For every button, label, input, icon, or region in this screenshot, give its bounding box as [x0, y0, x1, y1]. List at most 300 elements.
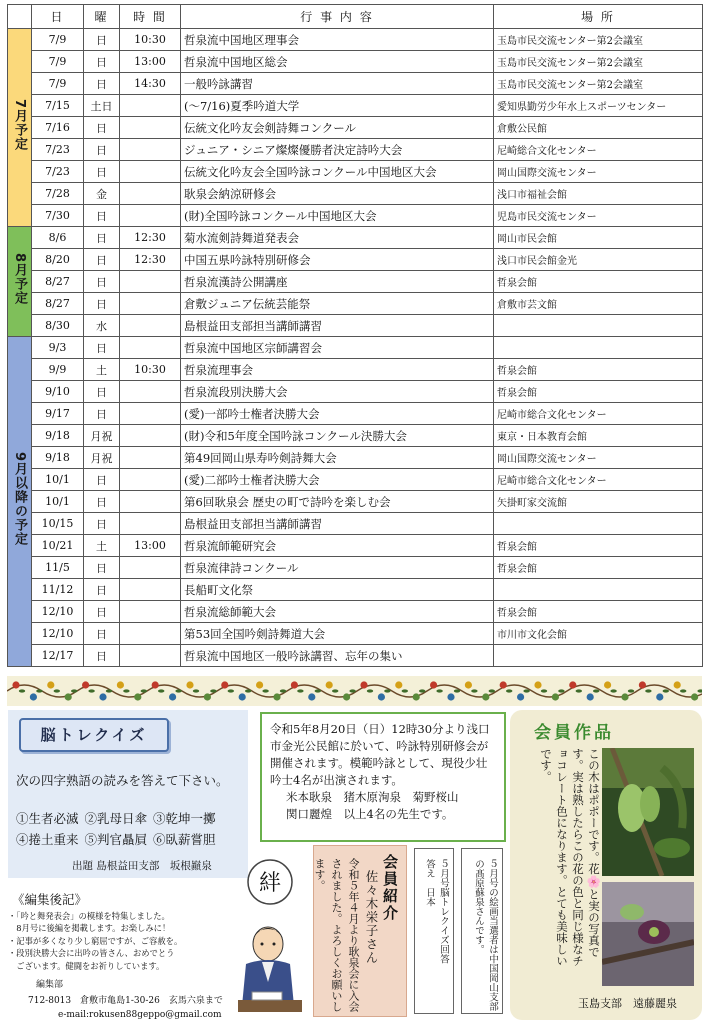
ornament-flower — [604, 681, 611, 688]
date-cell: 7/9 — [32, 73, 84, 95]
place-cell: 市川市文化会館 — [494, 623, 703, 645]
ornament-flower — [186, 681, 193, 688]
weekday-cell: 日 — [84, 51, 120, 73]
weekday-cell: 日 — [84, 29, 120, 51]
ornament-leaf — [576, 689, 582, 692]
month-label-cell — [8, 337, 32, 667]
ornament-flower — [378, 693, 385, 700]
ornament-leaf — [506, 689, 512, 692]
schedule-row — [8, 469, 703, 491]
ornament-flower — [152, 681, 159, 688]
ornament-flower — [65, 693, 72, 700]
quiz-items — [16, 808, 248, 850]
schedule-row — [8, 491, 703, 513]
time-cell — [120, 491, 181, 513]
event-cell: 哲泉流中国地区総会 — [181, 51, 494, 73]
event-cell: 一般吟詠講習 — [181, 73, 494, 95]
time-cell — [120, 271, 181, 293]
ornament-leaf — [436, 689, 442, 692]
weekday-cell: 日 — [84, 491, 120, 513]
ornament-flower — [552, 693, 559, 700]
weekday-cell: 土 — [84, 359, 120, 381]
date-cell: 7/15 — [32, 95, 84, 117]
schedule-row — [8, 139, 703, 161]
notice-names-1: 米本耿泉 猪木原洵泉 菊野桜山 — [286, 790, 459, 804]
intro-name: 佐々木栄子さん — [364, 870, 379, 965]
place-cell — [494, 645, 703, 667]
event-cell: (財)全国吟詠コンクール中国地区大会 — [181, 205, 494, 227]
date-header: 日 — [32, 5, 84, 29]
ornament-flower — [482, 693, 489, 700]
ornament-flower — [621, 693, 628, 700]
place-cell: 尼崎市総合文化センター — [494, 403, 703, 425]
ornament-leaf — [558, 689, 564, 692]
schedule-row — [8, 425, 703, 447]
place-cell — [494, 513, 703, 535]
schedule-table — [7, 4, 703, 667]
ornament-leaf — [175, 689, 181, 692]
weekday-cell: 日 — [84, 161, 120, 183]
place-cell: 哲泉会館 — [494, 557, 703, 579]
weekday-cell: 日 — [84, 513, 120, 535]
date-cell: 8/6 — [32, 227, 84, 249]
ornament-flower — [447, 693, 454, 700]
quiz-item: ①生者必滅 — [16, 811, 79, 826]
month-label: 8月予定 — [12, 253, 27, 306]
weekday-cell: 日 — [84, 293, 120, 315]
editor-address: 712-8013 倉敷市亀島1-30-26 玄馬六泉まで — [28, 996, 223, 1006]
schedule-row — [8, 315, 703, 337]
ornament-leaf — [645, 689, 651, 692]
notice-text: 令和5年8月20日（日）12時30分より浅口市金光公民館に於いて、吟詠特別研修会が開催されます。模範吟詠として、現役少壮吟士4名が出演されます。 — [270, 722, 490, 787]
editor-note-line: ・記事が多くなり少し窮屈ですが、ご容赦を。 — [8, 935, 183, 946]
schedule-row — [8, 557, 703, 579]
quiz-item: ⑤判官贔屓 — [84, 832, 148, 847]
weekday-cell: 日 — [84, 73, 120, 95]
ornament-leaf — [315, 689, 321, 692]
place-cell — [494, 579, 703, 601]
notice-names-2: 関口麗煌 以上4名の先生です。 — [286, 807, 454, 821]
quiz-instruction: 次の四字熟語の読みを答えて下さい。 — [16, 773, 229, 788]
ornament-leaf — [245, 689, 251, 692]
event-cell: 中国五県吟詠特別研修会 — [181, 249, 494, 271]
editor-note-line: ございます。健闘をお祈りしています。 — [8, 960, 165, 971]
ornament-flower — [674, 681, 681, 688]
prize-winner-text: ５月号の絵画当選者は中国岡山支部の髙原蘇泉さんです。 — [473, 859, 498, 1011]
ornament-leaf — [402, 689, 408, 692]
time-cell — [120, 557, 181, 579]
ornament-flower — [587, 693, 594, 700]
event-cell: 島根益田支部担当講師講習 — [181, 513, 494, 535]
weekday-cell: 日 — [84, 623, 120, 645]
weekday-cell: 日 — [84, 337, 120, 359]
quiz-item: ⑥臥薪嘗胆 — [153, 832, 216, 847]
ornament-leaf — [280, 689, 286, 692]
event-cell: ジュニア・シニア燦燦優勝者決定詩吟大会 — [181, 139, 494, 161]
schedule-body — [8, 29, 703, 667]
time-cell — [120, 579, 181, 601]
place-cell: 尼崎市総合文化センター — [494, 469, 703, 491]
schedule-row — [8, 183, 703, 205]
date-cell: 8/20 — [32, 249, 84, 271]
ornament-leaf — [210, 689, 216, 692]
time-cell — [120, 183, 181, 205]
schedule-row — [8, 623, 703, 645]
weekday-cell: 日 — [84, 205, 120, 227]
place-cell: 玉島市民交流センター第2会議室 — [494, 51, 703, 73]
time-cell — [120, 623, 181, 645]
ornament-leaf — [680, 689, 686, 692]
time-cell — [120, 293, 181, 315]
event-cell: 長船町文化祭 — [181, 579, 494, 601]
ornament-flower — [273, 693, 280, 700]
ornament-leaf — [471, 689, 477, 692]
ornament-leaf — [106, 689, 112, 692]
event-cell: 哲泉流漢詩公開講座 — [181, 271, 494, 293]
month-label-cell — [8, 227, 32, 337]
kizuna-kanji: 絆 — [258, 871, 282, 896]
ornament-leaf — [193, 689, 199, 692]
quiz-item: ④捲土重来 — [16, 832, 79, 847]
month-label: 9月以降の予定 — [12, 452, 27, 547]
ornament-leaf — [71, 689, 77, 692]
date-cell: 7/9 — [32, 29, 84, 51]
ornament-flower — [82, 681, 89, 688]
event-cell: 哲泉流中国地区一般吟詠講習、忘年の集い — [181, 645, 494, 667]
place-cell — [494, 315, 703, 337]
schedule-row — [8, 359, 703, 381]
quiz-answer-box — [414, 848, 454, 1014]
ornament-leaf — [54, 689, 60, 692]
time-cell — [120, 337, 181, 359]
event-cell: 第53回全国吟剣詩舞道大会 — [181, 623, 494, 645]
works-text: この木はポポーです。花🌸と実の写真です。実は熟したらこの花の色と同じ様なチョコレート色になります。とても美味しいです。 — [539, 748, 601, 967]
event-cell: (愛)二部吟士権者決勝大会 — [181, 469, 494, 491]
editor-note-line: ・「吟と舞発表会」の模様を特集しました。 — [8, 911, 170, 921]
ornament-leaf — [349, 689, 355, 692]
schedule-row — [8, 447, 703, 469]
ornament-flower — [30, 693, 37, 700]
place-cell: 玉島市民交流センター第2会議室 — [494, 73, 703, 95]
quiz-item: ②乳母日傘 — [84, 811, 148, 826]
seminar-notice — [260, 712, 506, 842]
time-cell — [120, 381, 181, 403]
schedule-row — [8, 293, 703, 315]
date-cell: 7/23 — [32, 161, 84, 183]
date-cell: 7/16 — [32, 117, 84, 139]
date-cell: 11/5 — [32, 557, 84, 579]
weekday-cell: 日 — [84, 403, 120, 425]
ornament-leaf — [593, 689, 599, 692]
schedule-row — [8, 117, 703, 139]
weekday-cell: 金 — [84, 183, 120, 205]
weekday-cell: 日 — [84, 117, 120, 139]
ornament-leaf — [489, 689, 495, 692]
ornament-leaf — [541, 689, 547, 692]
ornament-leaf — [523, 689, 529, 692]
schedule-row — [8, 227, 703, 249]
date-cell: 7/23 — [32, 139, 84, 161]
schedule-row — [8, 29, 703, 51]
time-cell — [120, 645, 181, 667]
date-cell: 9/10 — [32, 381, 84, 403]
ornament-flower — [12, 681, 19, 688]
quiz-source: 出題 島根益田支部 坂根巓泉 — [72, 860, 212, 872]
schedule-row — [8, 601, 703, 623]
date-cell: 7/9 — [32, 51, 84, 73]
event-cell: 哲泉流師範研究会 — [181, 535, 494, 557]
month-label: 7月予定 — [12, 99, 27, 152]
ornament-flower — [360, 681, 367, 688]
member-introduction — [313, 845, 407, 1017]
ornament-flower — [500, 681, 507, 688]
editor-dept: 編集部 — [36, 980, 64, 990]
ornament-leaf — [628, 689, 634, 692]
place-cell: 哲泉会館 — [494, 271, 703, 293]
ornament-leaf — [332, 689, 338, 692]
weekday-cell: 日 — [84, 227, 120, 249]
ornament-leaf — [663, 689, 669, 692]
event-cell: 伝統文化吟友会剣詩舞コンクール — [181, 117, 494, 139]
quiz-title: 脳トレクイズ — [19, 718, 169, 752]
weekday-cell: 日 — [84, 381, 120, 403]
pawpaw-fruit-photo — [602, 748, 694, 876]
ornament-flower — [343, 693, 350, 700]
intro-title: 会員紹介 — [381, 854, 399, 922]
weekday-cell: 日 — [84, 139, 120, 161]
schedule-row — [8, 337, 703, 359]
ornament-leaf — [454, 689, 460, 692]
ornament-flower — [47, 681, 54, 688]
time-cell — [120, 205, 181, 227]
date-cell: 9/18 — [32, 447, 84, 469]
place-cell: 哲泉会館 — [494, 601, 703, 623]
time-cell — [120, 513, 181, 535]
event-header: 行 事 内 容 — [181, 5, 494, 29]
event-cell: 島根益田支部担当講師講習 — [181, 315, 494, 337]
place-cell — [494, 337, 703, 359]
ornament-flower — [134, 693, 141, 700]
weekday-header: 曜 — [84, 5, 120, 29]
editor-note-title: 《編集後記》 — [12, 892, 88, 907]
month-header — [8, 5, 32, 29]
place-cell: 尼崎総合文化センター — [494, 139, 703, 161]
time-cell: 12:30 — [120, 227, 181, 249]
date-cell: 11/12 — [32, 579, 84, 601]
ornament-flower — [99, 693, 106, 700]
time-header: 時 間 — [120, 5, 181, 29]
month-label-cell — [8, 29, 32, 227]
ornament-flower — [639, 681, 646, 688]
works-title: 会員作品 — [534, 723, 614, 743]
place-cell: 哲泉会館 — [494, 359, 703, 381]
event-cell: 第49回岡山県寿吟剣詩舞大会 — [181, 447, 494, 469]
schedule-row — [8, 249, 703, 271]
event-cell: 哲泉流中国地区宗師講習会 — [181, 337, 494, 359]
place-cell: 玉島市民交流センター第2会議室 — [494, 29, 703, 51]
place-cell: 岡山国際交流センター — [494, 161, 703, 183]
ornament-flower — [204, 693, 211, 700]
ornament-flower — [430, 681, 437, 688]
ornament-leaf — [610, 689, 616, 692]
editor-note-lines — [8, 910, 248, 972]
ornament-flower — [395, 681, 402, 688]
time-cell — [120, 139, 181, 161]
schedule-row — [8, 205, 703, 227]
ornament-flower — [691, 693, 698, 700]
ornament-flower — [221, 681, 228, 688]
event-cell: (〜7/16)夏季吟道大学 — [181, 95, 494, 117]
event-cell: 菊水流剣詩舞道発表会 — [181, 227, 494, 249]
time-cell — [120, 315, 181, 337]
prize-winner-box — [461, 848, 503, 1014]
weekday-cell: 日 — [84, 469, 120, 491]
date-cell: 9/3 — [32, 337, 84, 359]
ornament-leaf — [367, 689, 373, 692]
time-cell: 13:00 — [120, 51, 181, 73]
schedule-row — [8, 161, 703, 183]
place-cell: 哲泉会館 — [494, 535, 703, 557]
ornament-leaf — [36, 689, 42, 692]
event-cell: 哲泉流中国地区理事会 — [181, 29, 494, 51]
date-cell: 8/27 — [32, 271, 84, 293]
editor-email[interactable]: e-mail:rokusen88geppo@gmail.com — [58, 1010, 222, 1020]
weekday-cell: 日 — [84, 601, 120, 623]
event-cell: 第6回耿泉会 歴史の町で詩吟を楽しむ会 — [181, 491, 494, 513]
time-cell — [120, 601, 181, 623]
weekday-cell: 日 — [84, 579, 120, 601]
date-cell: 10/1 — [32, 491, 84, 513]
intro-text: 令和５年４月より耿泉会に入会されました。よろしくお願いします。 — [313, 858, 360, 1012]
time-cell: 13:00 — [120, 535, 181, 557]
event-cell: 哲泉流理事会 — [181, 359, 494, 381]
weekday-cell: 水 — [84, 315, 120, 337]
samurai-illustration — [232, 856, 308, 1022]
schedule-row — [8, 271, 703, 293]
schedule-header-row — [8, 5, 703, 29]
ornament-leaf — [262, 689, 268, 692]
time-cell: 14:30 — [120, 73, 181, 95]
weekday-cell: 土 — [84, 535, 120, 557]
place-cell: 倉敷市芸文館 — [494, 293, 703, 315]
event-cell: 哲泉流段別決勝大会 — [181, 381, 494, 403]
ornament-flower — [413, 693, 420, 700]
place-cell: 浅口市民会館金光 — [494, 249, 703, 271]
schedule-row — [8, 535, 703, 557]
event-cell: 倉敷ジュニア伝統芸能祭 — [181, 293, 494, 315]
date-cell: 10/15 — [32, 513, 84, 535]
ornament-flower — [169, 693, 176, 700]
ornament-flower — [239, 693, 246, 700]
ornament-flower — [326, 681, 333, 688]
time-cell — [120, 425, 181, 447]
ornament-flower — [308, 693, 315, 700]
quiz-item: ③乾坤一擲 — [153, 811, 216, 826]
date-cell: 10/21 — [32, 535, 84, 557]
event-cell: (財)令和5年度全国吟詠コンクール決勝大会 — [181, 425, 494, 447]
quiz-answer-text — [422, 859, 450, 964]
date-cell: 7/30 — [32, 205, 84, 227]
place-cell: 児島市民交流センター — [494, 205, 703, 227]
place-cell: 岡山国際交流センター — [494, 447, 703, 469]
editor-note-line: ・段別決勝大会に出吟の皆さん、おめでとう — [8, 948, 175, 959]
decorative-floral-border — [7, 676, 702, 706]
event-cell: (愛)一部吟士権者決勝大会 — [181, 403, 494, 425]
time-cell — [120, 447, 181, 469]
date-cell: 12/10 — [32, 601, 84, 623]
ornament-leaf — [297, 689, 303, 692]
time-cell — [120, 161, 181, 183]
ornament-leaf — [19, 689, 25, 692]
place-cell: 哲泉会館 — [494, 381, 703, 403]
ornament-leaf — [141, 689, 147, 692]
schedule-row — [8, 403, 703, 425]
weekday-cell: 日 — [84, 249, 120, 271]
date-cell: 12/10 — [32, 623, 84, 645]
date-cell: 10/1 — [32, 469, 84, 491]
schedule-row — [8, 73, 703, 95]
ornament-leaf — [384, 689, 390, 692]
ornament-flower — [256, 681, 263, 688]
member-works — [510, 710, 702, 1020]
time-cell — [120, 469, 181, 491]
editor-note-line: 8月号に後編を掲載します。お楽しみに！ — [8, 923, 171, 934]
date-cell: 9/17 — [32, 403, 84, 425]
place-header: 場 所 — [494, 5, 703, 29]
time-cell: 10:30 — [120, 359, 181, 381]
schedule-row — [8, 645, 703, 667]
event-cell: 哲泉流律詩コンクール — [181, 557, 494, 579]
weekday-cell: 日 — [84, 645, 120, 667]
schedule-row — [8, 95, 703, 117]
schedule-row — [8, 579, 703, 601]
date-cell: 8/27 — [32, 293, 84, 315]
time-cell — [120, 117, 181, 139]
ornament-leaf — [88, 689, 94, 692]
place-cell: 浅口市福祉会館 — [494, 183, 703, 205]
date-cell: 9/18 — [32, 425, 84, 447]
schedule-row — [8, 513, 703, 535]
ornament-leaf — [158, 689, 164, 692]
time-cell: 12:30 — [120, 249, 181, 271]
date-cell: 9/9 — [32, 359, 84, 381]
event-cell: 耿泉会納涼研修会 — [181, 183, 494, 205]
ornament-leaf — [419, 689, 425, 692]
ornament-flower — [465, 681, 472, 688]
pawpaw-flower-photo — [602, 882, 694, 986]
ornament-flower — [117, 681, 124, 688]
quiz-answer-label: ５月号脳トレクイズ回答 — [438, 859, 449, 964]
weekday-cell: 日 — [84, 557, 120, 579]
event-cell: 哲泉流総師範大会 — [181, 601, 494, 623]
place-cell: 矢掛町家交流館 — [494, 491, 703, 513]
weekday-cell: 土日 — [84, 95, 120, 117]
ornament-flower — [517, 693, 524, 700]
event-cell: 伝統文化吟友会全国吟詠コンクール中国地区大会 — [181, 161, 494, 183]
ornament-flower — [534, 681, 541, 688]
ornament-flower — [569, 681, 576, 688]
quiz-answer-value: 答え 日本 — [424, 859, 435, 907]
place-cell: 倉敷公民館 — [494, 117, 703, 139]
time-cell: 10:30 — [120, 29, 181, 51]
time-cell — [120, 403, 181, 425]
time-cell — [120, 95, 181, 117]
weekday-cell: 月祝 — [84, 425, 120, 447]
brain-training-quiz — [8, 710, 248, 878]
ornament-leaf — [123, 689, 129, 692]
schedule-row — [8, 51, 703, 73]
date-cell: 8/30 — [32, 315, 84, 337]
